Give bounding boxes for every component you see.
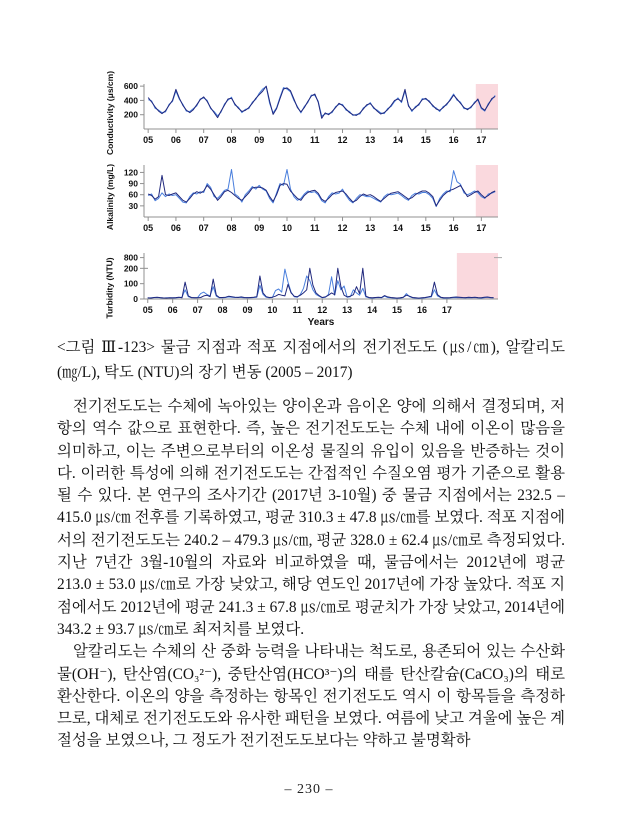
svg-text:15: 15 bbox=[420, 135, 431, 145]
alkalinity-y-axis-label bbox=[100, 161, 120, 233]
svg-text:100: 100 bbox=[123, 278, 138, 289]
page-number: – 230 – bbox=[284, 782, 334, 797]
svg-text:05: 05 bbox=[142, 305, 153, 315]
svg-text:08: 08 bbox=[226, 135, 237, 145]
svg-text:0: 0 bbox=[133, 294, 138, 304]
figure-caption bbox=[57, 335, 565, 385]
series-물금 bbox=[148, 87, 495, 117]
chart-turbidity bbox=[100, 249, 618, 327]
series-적포 bbox=[148, 175, 495, 206]
figure-caption-line1: <그림 Ⅲ-123> 물금 지점과 적포 지점에서의 전기전도도 (㎲/㎝), 알칼리도 bbox=[57, 339, 565, 356]
svg-text:14: 14 bbox=[393, 223, 404, 233]
svg-text:06: 06 bbox=[167, 305, 178, 315]
svg-text:13: 13 bbox=[342, 305, 353, 315]
series-물금 bbox=[148, 170, 495, 207]
svg-text:10: 10 bbox=[267, 305, 278, 315]
turbidity-y-axis-label-text: Turbidity (NTU) bbox=[105, 257, 115, 319]
turbidity-plot bbox=[120, 249, 502, 327]
svg-text:11: 11 bbox=[309, 223, 320, 233]
svg-text:15: 15 bbox=[392, 305, 403, 315]
svg-text:12: 12 bbox=[337, 135, 348, 145]
turbidity-y-axis-label bbox=[100, 249, 120, 327]
svg-text:16: 16 bbox=[448, 135, 459, 145]
page-content bbox=[0, 335, 618, 753]
svg-text:07: 07 bbox=[198, 135, 209, 145]
svg-text:14: 14 bbox=[393, 135, 404, 145]
svg-text:16: 16 bbox=[448, 223, 459, 233]
svg-text:16: 16 bbox=[416, 305, 427, 315]
conductivity-y-axis-label-text: Conductivity (μs/cm) bbox=[105, 70, 116, 155]
svg-text:12: 12 bbox=[337, 223, 348, 233]
series-적포 bbox=[148, 268, 494, 298]
body-paragraph-1: 전기전도도는 수체에 녹아있는 양이온과 음이온 양에 의해서 결정되며, 저항의 역수 값으로 표현한다. 즉, 높은 전기전도도는 수체 내에 이온이 많음을 의미하고, 이는 주변으로부터의 이온성 물질의 유입이 있음을 반증하는 것이다. 이러한 특성에 의해 전기전도도는 간접적인 수질오염 평가 기준으로 활용될 수 있다. 본 연구의 조사기간 (2017년 3-10월) 중 물금 지점에서는 232.5 – 415.0 ㎲/㎝ 전후를 기록하였고, 평균 310.3 ± 47.8 ㎲/㎝를 보였다. 적포 지점에서의 전기전도도는 240.2 – 479.3 ㎲/㎝, 평균 328.0 ± 62.4 ㎲/㎝로 측정되었다. 지난 7년간 3월-10월의 자료와 비교하였을 때, 물금에서는 2012년에 평균 213.0 ± 53.0 ㎲/㎝로 가장 낮았고, 해당 연도인 2017년에 가장 높았다. 적포 지점에서도 2012년에 평균 241.3 ± 67.8 ㎲/㎝로 평균치가 가장 낮았고, 2014년에 343.2 ± 93.7 ㎲/㎝로 최저치를 보였다. bbox=[57, 398, 565, 638]
chart-conductivity bbox=[100, 70, 618, 155]
svg-text:600: 600 bbox=[123, 81, 138, 92]
alkalinity-y-axis-label-text: Alkalinity (mg/L) bbox=[105, 163, 115, 231]
svg-text:17: 17 bbox=[441, 305, 452, 315]
body-text bbox=[57, 396, 565, 753]
conductivity-y-axis-label bbox=[100, 70, 120, 155]
svg-text:06: 06 bbox=[170, 223, 181, 233]
svg-text:11: 11 bbox=[292, 305, 303, 315]
svg-text:07: 07 bbox=[192, 305, 203, 315]
chart-alkalinity bbox=[100, 161, 618, 233]
svg-text:200: 200 bbox=[123, 109, 138, 120]
svg-text:Years: Years bbox=[307, 317, 335, 327]
svg-text:10: 10 bbox=[281, 223, 292, 233]
svg-text:17: 17 bbox=[476, 223, 487, 233]
figure-caption-line2: (㎎/L), 탁도 (NTU)의 장기 변동 (2005 – 2017) bbox=[57, 364, 353, 381]
svg-text:60: 60 bbox=[128, 189, 138, 200]
svg-text:07: 07 bbox=[198, 223, 209, 233]
timeseries-svg bbox=[120, 161, 502, 233]
svg-text:08: 08 bbox=[217, 305, 228, 315]
svg-text:15: 15 bbox=[420, 223, 431, 233]
svg-text:400: 400 bbox=[123, 95, 138, 106]
timeseries-svg bbox=[120, 249, 502, 327]
svg-text:09: 09 bbox=[254, 223, 265, 233]
svg-text:09: 09 bbox=[242, 305, 253, 315]
svg-text:14: 14 bbox=[367, 305, 378, 315]
svg-text:800: 800 bbox=[123, 252, 138, 263]
svg-text:09: 09 bbox=[254, 135, 265, 145]
svg-text:10: 10 bbox=[281, 135, 292, 145]
conductivity-plot bbox=[120, 80, 502, 145]
svg-text:06: 06 bbox=[170, 135, 181, 145]
svg-text:13: 13 bbox=[365, 223, 376, 233]
svg-text:08: 08 bbox=[226, 223, 237, 233]
svg-text:05: 05 bbox=[143, 135, 154, 145]
svg-text:13: 13 bbox=[365, 135, 376, 145]
series-적포 bbox=[148, 86, 495, 118]
svg-text:17: 17 bbox=[476, 135, 487, 145]
svg-text:90: 90 bbox=[128, 178, 138, 189]
svg-text:11: 11 bbox=[309, 135, 320, 145]
svg-text:120: 120 bbox=[123, 167, 138, 178]
svg-text:12: 12 bbox=[317, 305, 328, 315]
svg-text:05: 05 bbox=[143, 223, 154, 233]
series-물금 bbox=[148, 269, 494, 298]
alkalinity-plot bbox=[120, 161, 502, 233]
svg-text:30: 30 bbox=[128, 200, 138, 211]
svg-text:200: 200 bbox=[123, 263, 138, 274]
body-paragraph-2: 알칼리도는 수체의 산 중화 능력을 나타내는 척도로, 용존되어 있는 수산화물(OH⁻), 탄산염(CO₃²⁻), 중탄산염(HCO³⁻)의 태를 탄산칼슘(CaCO₃)의 태로 환산한다. 이온의 양을 측정하는 항목인 전기전도도 역시 이 항목들을 측정하므로, 대체로 전기전도도와 유사한 패턴을 보였다. 여름에 낮고 겨울에 높은 계절성을 보였으나, 그 정도가 전기전도도보다는 약하고 불명확하 bbox=[57, 643, 565, 750]
figure-block bbox=[100, 0, 618, 327]
timeseries-svg bbox=[120, 80, 502, 145]
